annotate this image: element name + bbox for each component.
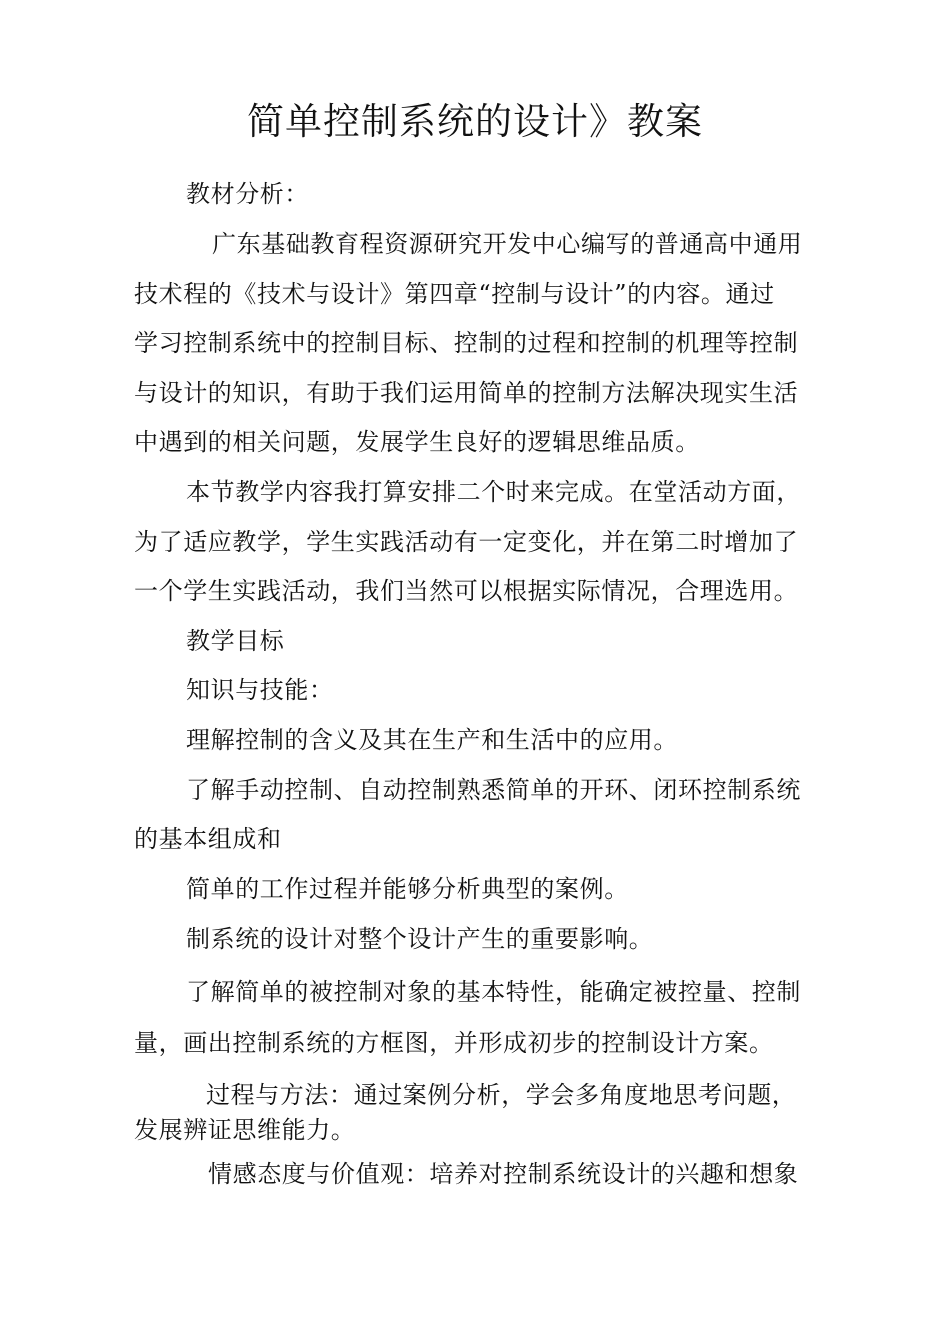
paragraph-line: 简单的工作过程并能够分析典型的案例。 bbox=[186, 875, 629, 903]
paragraph-line: 量，画出控制系统的方框图，并形成初步的控制设计方案。 bbox=[134, 1029, 774, 1057]
paragraph-line: 广东基础教育程资源研究开发中心编写的普通高中通用 bbox=[212, 230, 803, 258]
paragraph-line: 学习控制系统中的控制目标、控制的过程和控制的机理等控制 bbox=[134, 329, 799, 357]
paragraph-line: 了解手动控制、自动控制熟悉简单的开环、闭环控制系统 bbox=[186, 776, 801, 804]
paragraph-line: 为了适应教学，学生实践活动有一定变化，并在第二时增加了 bbox=[134, 528, 799, 556]
paragraph-line: 与设计的知识，有助于我们运用简单的控制方法解决现实生活 bbox=[134, 379, 799, 407]
subheading-knowledge-skills: 知识与技能： bbox=[186, 676, 334, 704]
paragraph-line: 制系统的设计对整个设计产生的重要影响。 bbox=[186, 925, 654, 953]
paragraph-line: 中遇到的相关问题，发展学生良好的逻辑思维品质。 bbox=[134, 428, 700, 456]
paragraph-line: 本节教学内容我打算安排二个时来完成。在堂活动方面， bbox=[186, 478, 801, 506]
paragraph-line: 过程与方法：通过案例分析，学会多角度地思考问题， bbox=[206, 1081, 797, 1109]
paragraph-line: 技术程的《技术与设计》第四章“控制与设计”的内容。通过 bbox=[134, 280, 775, 308]
paragraph-line: 一个学生实践活动，我们当然可以根据实际情况，合理选用。 bbox=[134, 577, 799, 605]
section-heading-teaching-goals: 教学目标 bbox=[186, 627, 285, 655]
paragraph-line: 了解简单的被控制对象的基本特性，能确定被控量、控制 bbox=[186, 978, 801, 1006]
paragraph-line: 的基本组成和 bbox=[134, 825, 282, 853]
document-title: 简单控制系统的设计》教案 bbox=[247, 100, 703, 143]
section-heading-material-analysis: 教材分析： bbox=[186, 180, 309, 208]
paragraph-line: 情感态度与价值观：培养对控制系统设计的兴趣和想象 bbox=[208, 1160, 799, 1188]
paragraph-line: 理解控制的含义及其在生产和生活中的应用。 bbox=[186, 726, 678, 754]
paragraph-line: 发展辨证思维能力。 bbox=[134, 1116, 356, 1144]
